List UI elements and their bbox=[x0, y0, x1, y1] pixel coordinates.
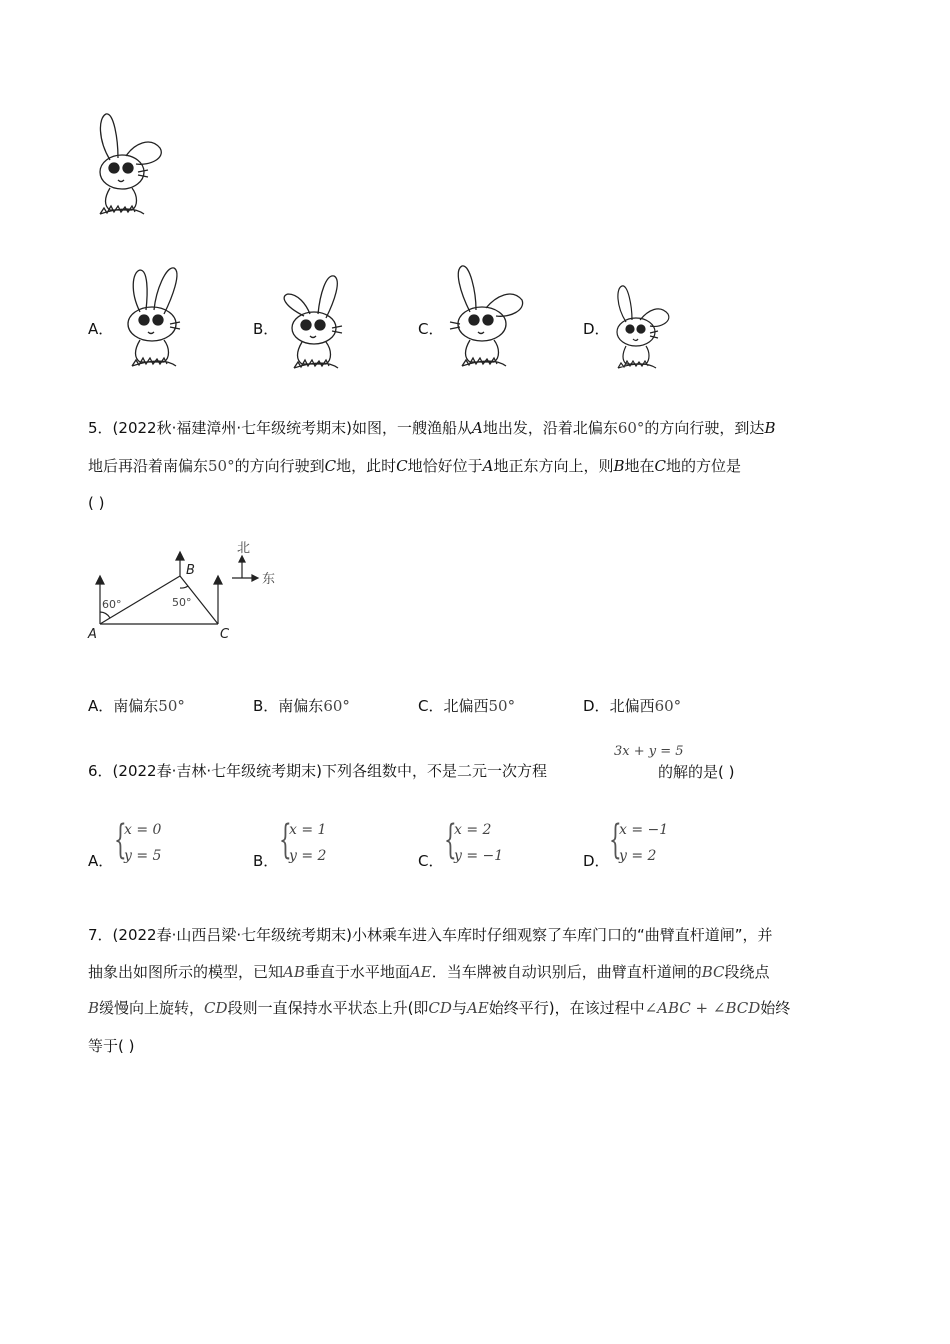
question-5-direction-figure bbox=[82, 536, 292, 646]
q6-option-d-system: { x = −1 y = 2 bbox=[609, 817, 669, 864]
figure-angle-60: 60° bbox=[102, 598, 122, 611]
question-5-line-2: 地后再沿着南偏东50°的方向行驶到C地，此时C地恰好位于A地正东方向上，则B地在C地的方位是 bbox=[88, 457, 742, 475]
rabbit-option-a-image bbox=[110, 262, 190, 374]
q6-option-a-label[interactable]: A． bbox=[88, 852, 114, 870]
question-5-line-3: ( ) bbox=[88, 494, 105, 512]
figure-east-label: 东 bbox=[262, 572, 276, 587]
figure-north-label: 北 bbox=[237, 541, 251, 556]
figure-label-b: B bbox=[186, 563, 195, 578]
rabbit-option-d-image bbox=[610, 282, 680, 376]
question-7-line-3: B缓慢向上旋转，CD段则一直保持水平状态上升(即CD与AE始终平行)，在该过程中∠ABC + ∠BCD始终 bbox=[88, 999, 791, 1017]
q6-option-b-system: { x = 1 y = 2 bbox=[279, 817, 327, 864]
q6-option-a-system: { x = 0 y = 5 bbox=[114, 817, 162, 864]
question-5-line-1: 5．(2022秋·福建漳州·七年级统考期末)如图，一艘渔船从A地出发，沿着北偏东60°的方向行驶，到达B bbox=[88, 419, 776, 437]
q5-option-a[interactable]: A．南偏东50° bbox=[88, 697, 185, 715]
question-7-line-2: 抽象出如图所示的模型，已知AB垂直于水平地面AE．当车牌被自动识别后，曲臂直杆道闸的BC段绕点 bbox=[88, 963, 770, 981]
figure-label-c: C bbox=[220, 627, 230, 642]
q6-option-c-system: { x = 2 y = −1 bbox=[444, 817, 504, 864]
question-6-text: 6．(2022春·吉林·七年级统考期末)下列各组数中，不是二元一次方程 bbox=[88, 762, 547, 780]
q5-option-c[interactable]: C．北偏西50° bbox=[418, 697, 516, 715]
question-7-line-1: 7．(2022春·山西吕梁·七年级统考期末)小林乘车进入车库时仔细观察了车库门口的“曲臂直杆道闸”，并 bbox=[88, 926, 773, 944]
q6-option-c-label[interactable]: C． bbox=[418, 852, 444, 870]
question-7-line-4: 等于( ) bbox=[88, 1037, 135, 1055]
option-a-label[interactable]: A． bbox=[88, 320, 114, 338]
figure-label-a: A bbox=[88, 627, 97, 642]
option-c-label[interactable]: C． bbox=[418, 320, 444, 338]
option-b-label[interactable]: B． bbox=[253, 320, 279, 338]
rabbit-reference-image bbox=[92, 110, 172, 220]
rabbit-option-c-image bbox=[440, 262, 530, 374]
question-6-equation: 3x + y = 5 bbox=[614, 744, 684, 759]
q5-option-d[interactable]: D．北偏西60° bbox=[583, 697, 682, 715]
q5-option-b[interactable]: B．南偏东60° bbox=[253, 697, 350, 715]
q6-option-d-label[interactable]: D． bbox=[583, 852, 610, 870]
option-d-label[interactable]: D． bbox=[583, 320, 610, 338]
question-6-text-end: 的解的是( ) bbox=[658, 763, 735, 781]
figure-angle-50: 50° bbox=[172, 596, 192, 609]
rabbit-option-b-image bbox=[276, 270, 356, 374]
q6-option-b-label[interactable]: B． bbox=[253, 852, 279, 870]
